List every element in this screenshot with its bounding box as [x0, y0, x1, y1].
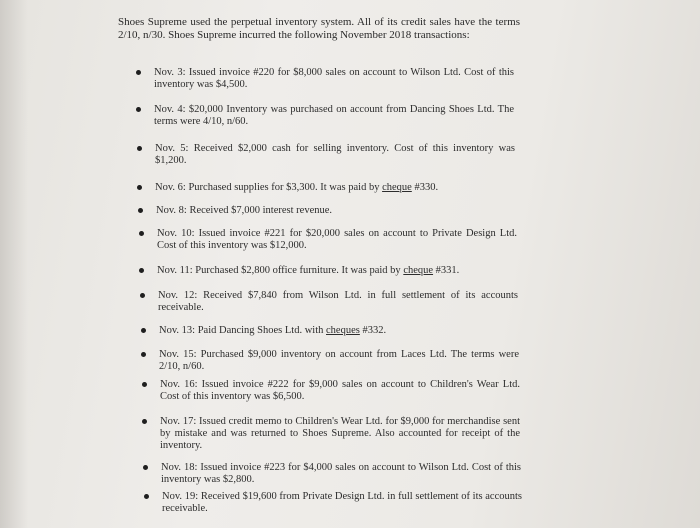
- transaction-item: [159, 325, 519, 337]
- bullet-icon: [143, 465, 148, 470]
- bullet-icon: [142, 419, 147, 424]
- transaction-suffix: #330.: [411, 182, 439, 193]
- transaction-text: Nov. 5: Received $2,000 cash for selling inventory. Cost of this inventory was $1,200.: [155, 143, 515, 166]
- transaction-text: Nov. 15: Purchased $9,000 inventory on account from Laces Ltd. The terms were 2/10, n/60.: [159, 349, 519, 372]
- transaction-item: [161, 462, 521, 486]
- transaction-suffix: #332.: [359, 325, 387, 336]
- transaction-item: [154, 67, 514, 91]
- transaction-item: [160, 379, 520, 403]
- transaction-text: Nov. 18: Issued invoice #223 for $4,000 sales on account to Wilson Ltd. Cost of this inventory was $2,800.: [161, 462, 521, 485]
- transaction-item: [157, 265, 517, 277]
- cheques-link[interactable]: cheques: [326, 325, 360, 336]
- transaction-item: [162, 491, 522, 515]
- transaction-text: Nov. 13: Paid Dancing Shoes Ltd. with: [159, 325, 327, 336]
- transaction-text: Nov. 17: Issued credit memo to Children's Wear Ltd. for $9,000 for merchandise sent by mistake and was returned to Shoes Supreme. Also accounted for receipt of the inventory.: [160, 416, 520, 451]
- transaction-item: [158, 290, 518, 314]
- transaction-suffix: #331.: [433, 265, 460, 276]
- transaction-item: [155, 143, 515, 167]
- bullet-icon: [139, 268, 144, 273]
- bullet-icon: [139, 231, 144, 236]
- transaction-text: Nov. 12: Received $7,840 from Wilson Ltd. in full settlement of its accounts receivable.: [158, 290, 518, 313]
- transaction-text: Nov. 16: Issued invoice #222 for $9,000 sales on account to Children's Wear Ltd. Cost of this inventory was $6,500.: [160, 379, 520, 402]
- bullet-icon: [138, 208, 143, 213]
- transaction-text: Nov. 19: Received $19,600 from Private Design Ltd. in full settlement of its accounts receivable.: [162, 491, 522, 514]
- bullet-icon: [140, 293, 145, 298]
- transaction-item: [155, 182, 515, 194]
- transaction-item: [160, 416, 520, 452]
- transaction-item: [157, 228, 517, 252]
- bullet-icon: [142, 382, 147, 387]
- bullet-icon: [141, 352, 146, 357]
- bullet-icon: [141, 328, 146, 333]
- bullet-icon: [136, 107, 141, 112]
- transaction-item: [159, 349, 519, 373]
- transaction-text: Nov. 11: Purchased $2,800 office furniture. It was paid by: [157, 265, 404, 276]
- transaction-text: Nov. 4: $20,000 Inventory was purchased on account from Dancing Shoes Ltd. The terms were 4/10, n/60.: [154, 104, 514, 127]
- transaction-text: Nov. 8: Received $7,000 interest revenue.: [156, 205, 333, 216]
- bullet-icon: [144, 494, 149, 499]
- cheque-link[interactable]: cheque: [403, 265, 434, 276]
- paper-shadow: [0, 0, 28, 528]
- bullet-icon: [136, 70, 141, 75]
- bullet-icon: [137, 185, 142, 190]
- transaction-text: Nov. 6: Purchased supplies for $3,300. It was paid by: [155, 182, 383, 193]
- bullet-icon: [137, 146, 142, 151]
- transaction-item: [156, 205, 516, 217]
- transaction-text: Nov. 10: Issued invoice #221 for $20,000 sales on account to Private Design Ltd. Cost of this inventory was $12,000.: [157, 228, 517, 251]
- transaction-item: [154, 104, 514, 128]
- cheque-link[interactable]: cheque: [382, 182, 412, 193]
- transaction-text: Nov. 3: Issued invoice #220 for $8,000 sales on account to Wilson Ltd. Cost of this inventory was $4,500.: [154, 67, 514, 90]
- intro-paragraph: Shoes Supreme used the perpetual inventory system. All of its credit sales have the terms 2/10, n/30. Shoes Supreme incurred the following November 2018 transactions:: [118, 16, 520, 41]
